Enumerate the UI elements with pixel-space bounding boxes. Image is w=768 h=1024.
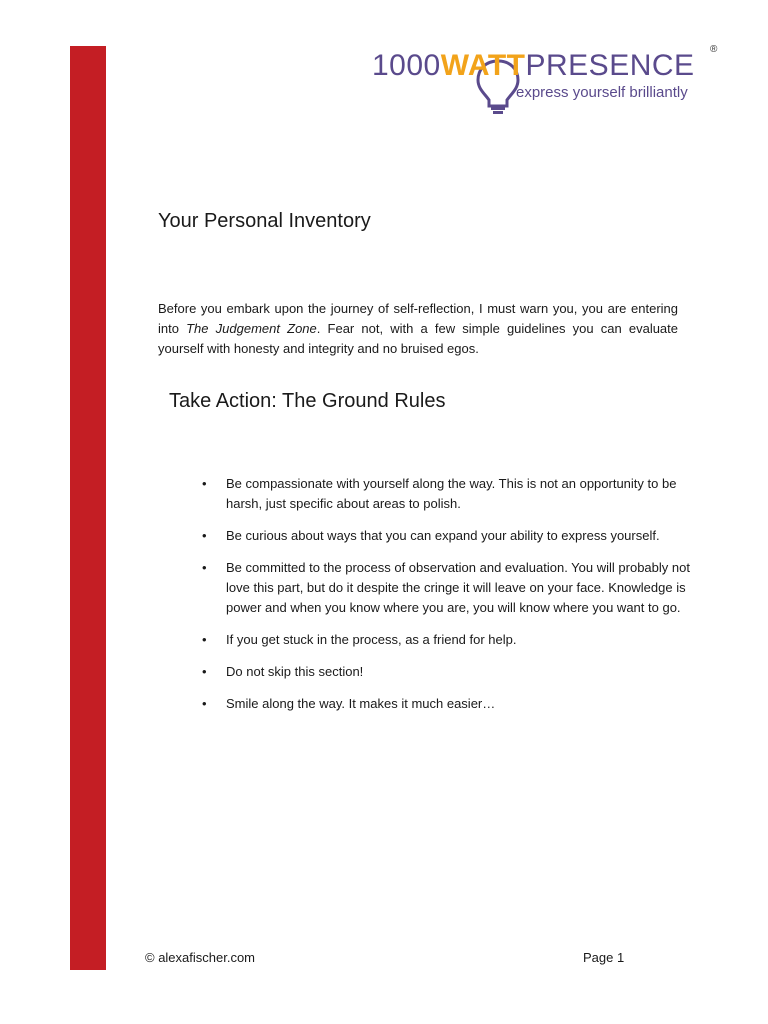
- intro-paragraph: Before you embark upon the journey of self-reflection, I must warn you, you are entering into The Judgement Zone. Fear not, with a few simple guidelines you can evaluate yourself with honesty and integrity and no bruised egos.: [158, 301, 679, 356]
- list-item: • Smile along the way. It makes it much easier…: [200, 694, 690, 714]
- list-item: • If you get stuck in the process, as a friend for help.: [200, 630, 690, 650]
- logo-text-presence: PRESENCE: [525, 49, 695, 82]
- list-item: • Be curious about ways that you can expand your ability to express yourself.: [200, 526, 690, 546]
- page-number: Page 1: [583, 950, 625, 965]
- logo: [372, 44, 722, 114]
- rules-list: [200, 474, 690, 726]
- logo-text-1000: 1000: [372, 49, 441, 82]
- footer-copyright: © alexafischer.com: [145, 950, 256, 965]
- list-item: • Be committed to the process of observation and evaluation. You will probably not love this part, but do it despite the cringe it will leave on your face. Knowledge is power and when you know where you are, you will know where you want to go.: [200, 558, 690, 618]
- page-title: Your Personal Inventory: [158, 210, 371, 232]
- logo-text-watt: WATT: [440, 49, 526, 82]
- logo-tagline: express yourself brilliantly: [516, 84, 688, 101]
- judgement-zone-term: The Judgement Zone: [186, 321, 317, 336]
- list-item: • Do not skip this section!: [200, 662, 690, 682]
- list-item: • Be compassionate with yourself along the way. This is not an opportunity to be harsh, just specific about areas to polish.: [200, 474, 690, 514]
- section-heading: Take Action: The Ground Rules: [169, 390, 446, 412]
- registered-mark: ®: [710, 44, 718, 55]
- accent-bar: [70, 46, 106, 970]
